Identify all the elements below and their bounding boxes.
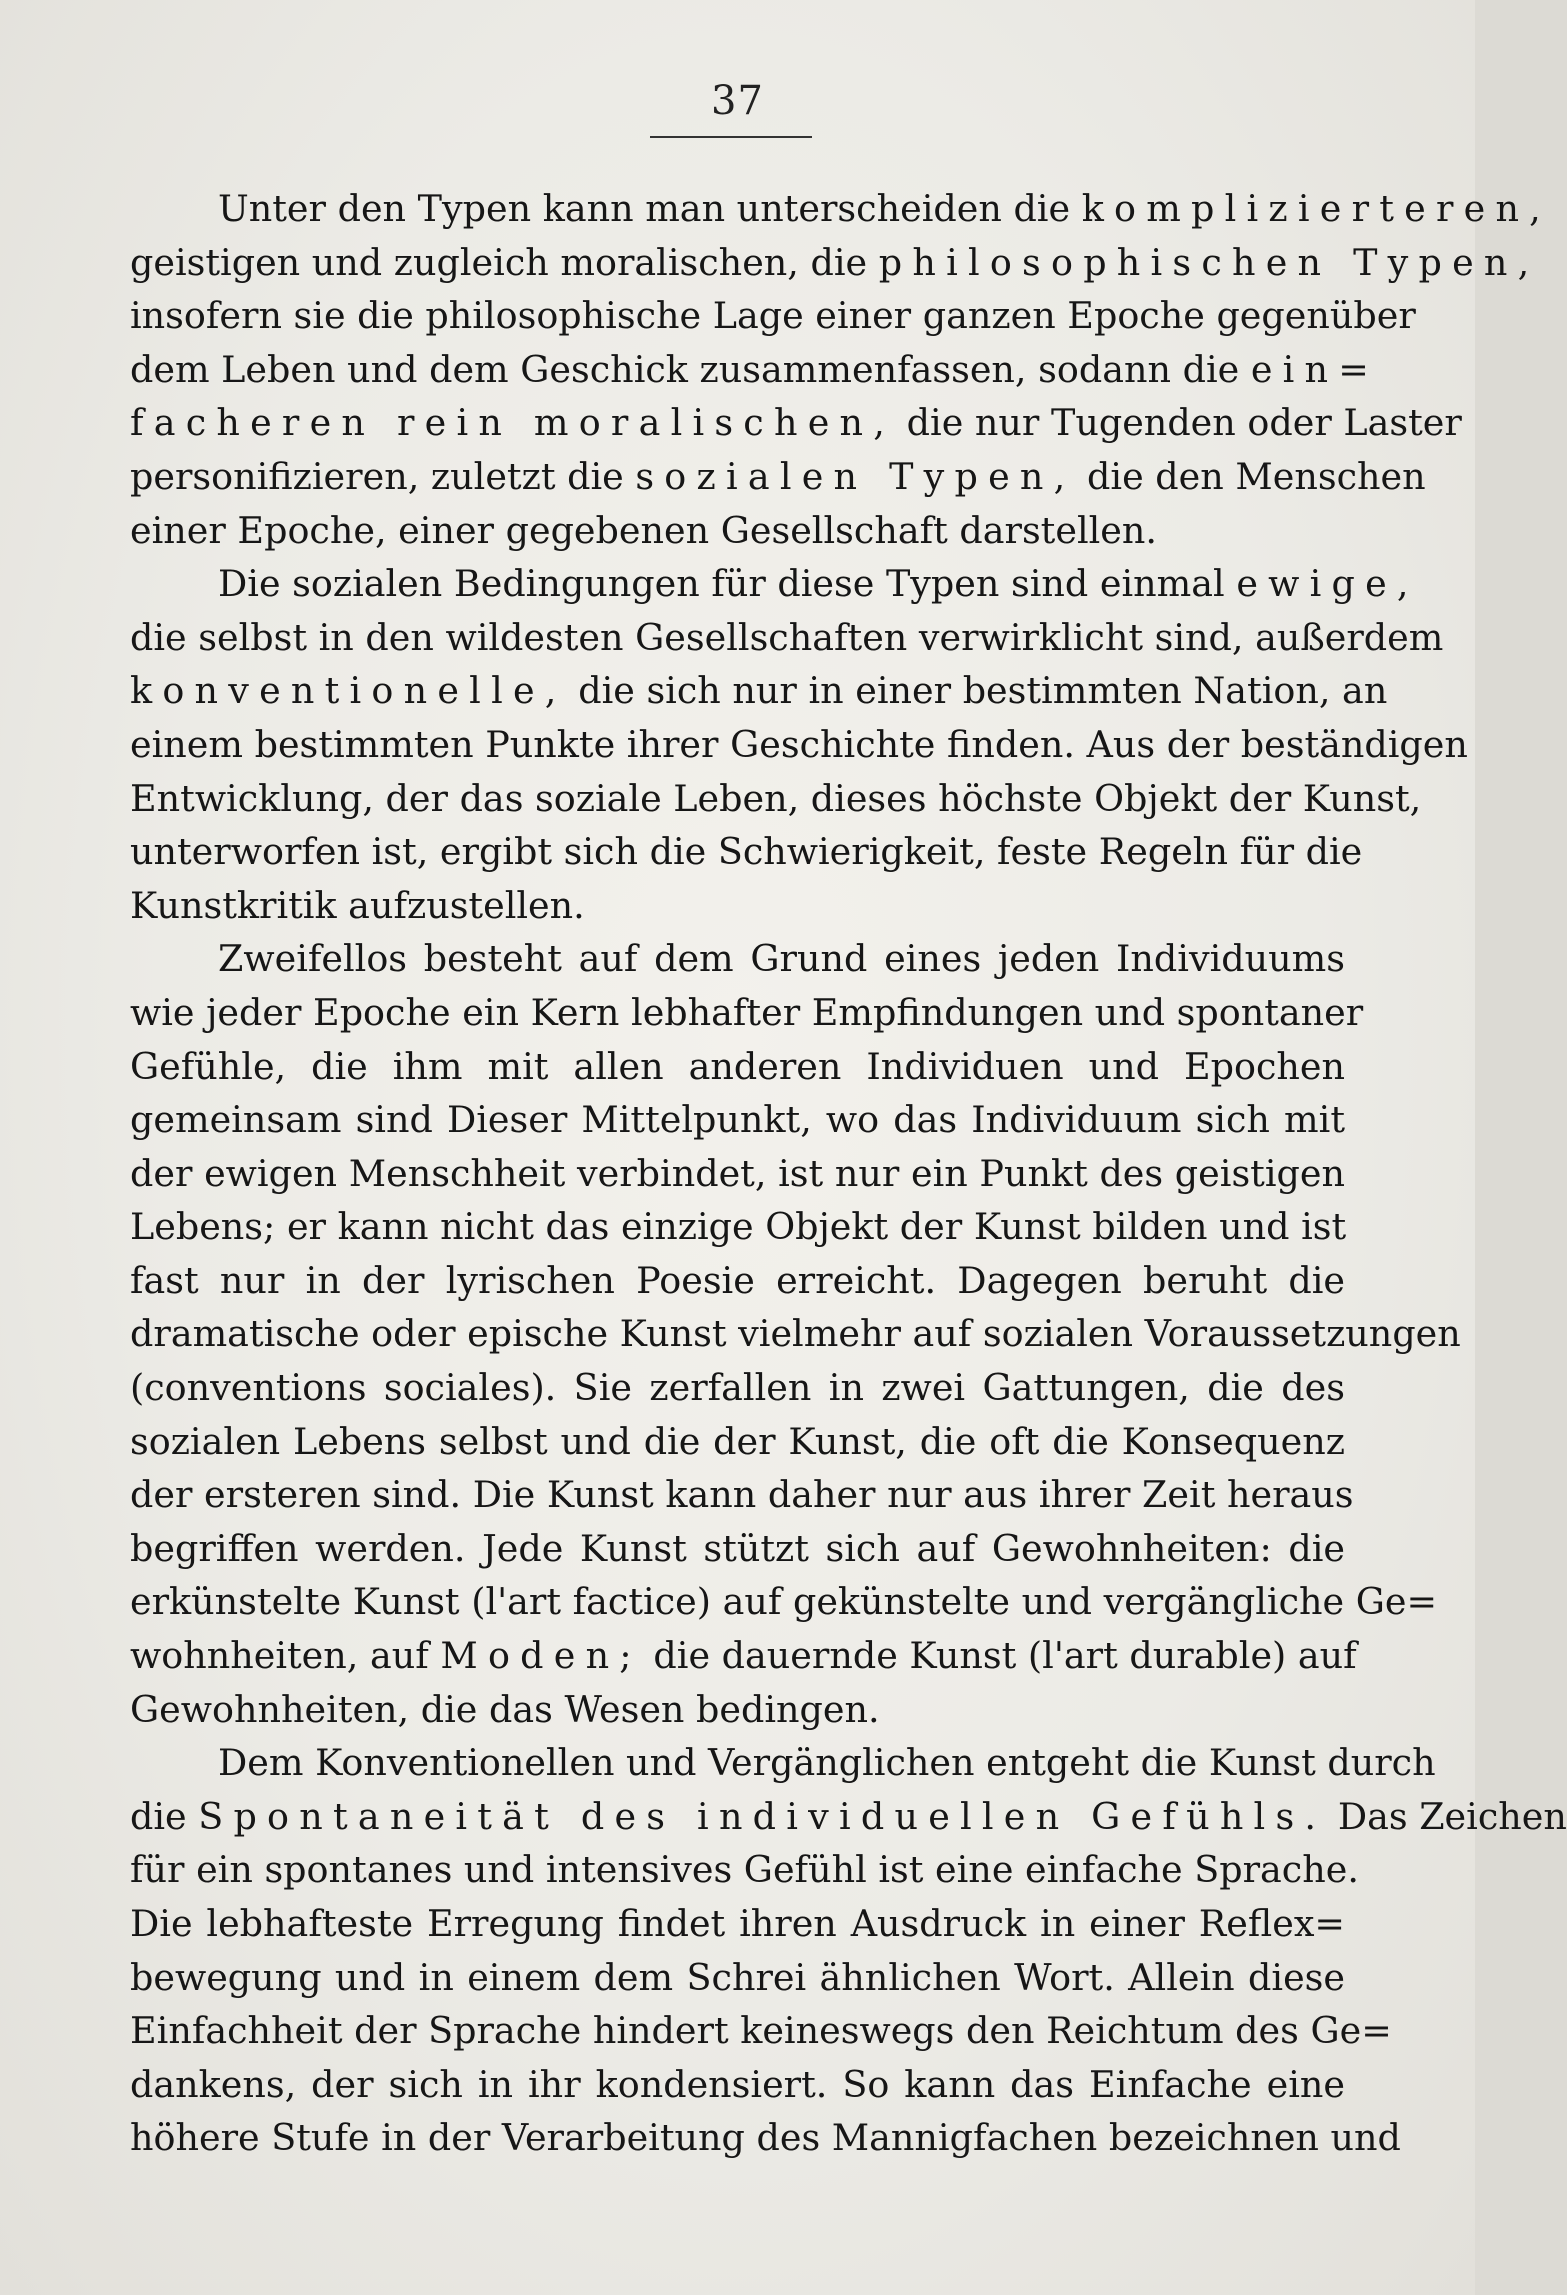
emphasized-text: Moden;: [440, 1634, 642, 1678]
text-line: [130, 986, 1364, 1040]
text-line: [130, 236, 1540, 290]
text-run: der ersteren sind. Die Kunst kann daher nur aus ihrer Zeit heraus: [130, 1473, 1354, 1517]
emphasized-text: ein=: [1250, 347, 1380, 391]
text-line: [130, 450, 1426, 504]
text-line: [130, 182, 1552, 236]
text-run: sozialen Lebens selbst und die der Kunst, die oft die Konsequenz: [130, 1419, 1345, 1463]
emphasized-text: komplizierteren,: [1081, 187, 1552, 230]
text-run: dramatische oder epische Kunst vielmehr auf sozialen Voraussetzungen: [130, 1312, 1461, 1356]
text-run: die dauernde Kunst (l'art durable) auf: [641, 1634, 1357, 1678]
text-line: [130, 611, 1444, 665]
text-run: Gefühle, die ihm mit allen anderen Individuen und Epochen: [130, 1044, 1345, 1088]
body-text: [130, 182, 1567, 2165]
text-run: begriffen werden. Jede Kunst stützt sich auf Gewohnheiten: die: [130, 1526, 1345, 1570]
text-run: fast nur in der lyrischen Poesie erreicht. Dagegen beruht die: [130, 1258, 1345, 1302]
header-rule: [650, 136, 812, 138]
emphasized-text: konventionelle,: [130, 669, 567, 713]
text-line: [130, 289, 1416, 343]
text-run: die sich nur in einer bestimmten Nation, an: [566, 669, 1388, 713]
text-line: [130, 664, 1388, 718]
text-line: [130, 557, 1419, 611]
text-run: Lebens; er kann nicht das einzige Objekt der Kunst bilden und ist: [130, 1205, 1347, 1249]
text-run: wie jeder Epoche ein Kern lebhafter Empfindungen und spontaner: [130, 990, 1364, 1034]
text-run: Gewohnheiten, die das Wesen bedingen.: [130, 1687, 880, 1731]
text-run: einer Epoche, einer gegebenen Gesellschaft darstellen.: [130, 508, 1158, 552]
text-run: Zweifellos besteht auf dem Grund eines jeden Individuums: [218, 937, 1345, 981]
text-run: einem bestimmten Punkte ihrer Geschichte finden. Aus der beständigen: [130, 722, 1468, 766]
text-run: Einfachheit der Sprache hindert keineswegs den Reichtum des Ge=: [130, 2009, 1392, 2053]
text-line: [130, 1629, 1357, 1683]
text-run: Die sozialen Bedingungen für diese Typen sind einmal: [218, 562, 1237, 606]
text-run: bewegung und in einem dem Schrei ähnlichen Wort. Allein diese: [130, 1955, 1345, 1999]
text-run: Unter den Typen kann man unterscheiden die: [218, 187, 1082, 230]
text-line: [130, 879, 1345, 933]
text-line: [130, 1897, 1345, 1951]
text-line: [130, 1683, 1345, 1737]
text-line: [130, 1147, 1345, 1201]
text-line: [130, 1951, 1345, 2005]
text-line: [130, 825, 1363, 879]
text-run: Das Zeichen: [1326, 1794, 1567, 1838]
text-line: [130, 1843, 1359, 1897]
text-line: [130, 1093, 1345, 1147]
text-run: höhere Stufe in der Verarbeitung des Mannigfachen bezeichnen und: [130, 2116, 1401, 2160]
text-run: unterworfen ist, ergibt sich die Schwierigkeit, feste Regeln für die: [130, 830, 1363, 874]
text-run: insofern sie die philosophische Lage einer ganzen Epoche gegenüber: [130, 294, 1416, 338]
text-line: [130, 1307, 1461, 1361]
emphasized-text: ewige,: [1236, 562, 1419, 606]
text-run: erkünstelte Kunst (l'art factice) auf gekünstelte und vergängliche Ge=: [130, 1580, 1438, 1624]
text-run: der ewigen Menschheit verbindet, ist nur ein Punkt des geistigen: [130, 1151, 1345, 1195]
text-line: [130, 1468, 1354, 1522]
text-run: die nur Tugenden oder Laster: [895, 401, 1462, 445]
page-number: 37: [711, 78, 764, 124]
text-run: die selbst in den wildesten Gesellschaften verwirklicht sind, außerdem: [130, 615, 1444, 659]
emphasized-text: sozialen Typen,: [635, 454, 1076, 498]
text-run: gemeinsam sind Dieser Mittelpunkt, wo das Individuum sich mit: [130, 1098, 1345, 1142]
text-line: [130, 1415, 1345, 1469]
text-run: Dem Konventionellen und Vergänglichen entgeht die Kunst durch: [218, 1741, 1436, 1785]
emphasized-text: Spontaneität des individuellen Gefühls.: [198, 1794, 1327, 1838]
text-run: geistigen und zugleich moralischen, die: [130, 240, 879, 284]
text-line: [130, 504, 1345, 558]
text-line: [130, 2058, 1345, 2112]
text-line: [130, 1040, 1345, 1094]
text-line: [130, 1254, 1345, 1308]
text-line: [130, 1361, 1345, 1415]
emphasized-text: philosophischen Typen,: [878, 240, 1540, 284]
text-line: [130, 1790, 1567, 1844]
text-line: [130, 2111, 1401, 2165]
text-line: [130, 718, 1468, 772]
text-run: Entwicklung, der das soziale Leben, dieses höchste Objekt der Kunst,: [130, 776, 1422, 820]
text-run: Die lebhafteste Erregung findet ihren Ausdruck in einer Reflex=: [130, 1902, 1345, 1945]
text-line: [130, 932, 1345, 986]
text-line: [130, 396, 1462, 450]
text-run: (conventions sociales). Sie zerfallen in zwei Gattungen, die des: [130, 1366, 1345, 1410]
text-run: wohnheiten, auf: [130, 1634, 441, 1678]
text-run: für ein spontanes und intensives Gefühl ist eine einfache Sprache.: [130, 1848, 1359, 1892]
text-line: [130, 1575, 1438, 1629]
text-line: [130, 1736, 1436, 1790]
text-run: die den Menschen: [1075, 454, 1426, 498]
text-run: die: [130, 1794, 199, 1838]
text-line: [130, 343, 1380, 397]
text-run: dankens, der sich in ihr kondensiert. So kann das Einfache eine: [130, 2062, 1345, 2106]
text-run: Kunstkritik aufzustellen.: [130, 883, 585, 927]
text-line: [130, 2004, 1392, 2058]
emphasized-text: facheren rein moralischen,: [130, 401, 896, 445]
text-run: dem Leben und dem Geschick zusammenfassen, sodann die: [130, 347, 1251, 391]
text-line: [130, 1200, 1345, 1254]
text-line: [130, 1522, 1345, 1576]
text-line: [130, 772, 1422, 826]
text-run: personifizieren, zuletzt die: [130, 454, 636, 498]
